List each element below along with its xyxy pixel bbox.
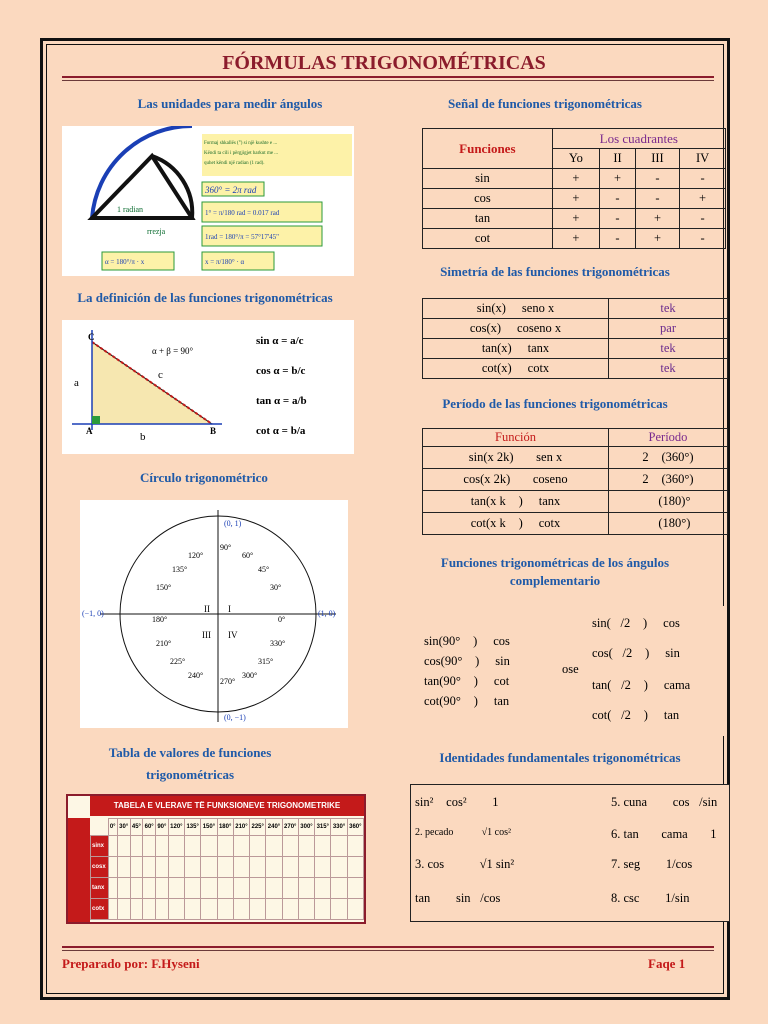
deg-60: 60° [242,551,254,560]
quadrant-1: I [228,604,231,614]
angle-head: 90° [156,819,169,836]
values-cell [315,878,331,899]
heading-symmetry: Simetría de las funciones trigonométricas [440,264,670,279]
comp-left-2: cos(90°  )   sin  [424,654,520,668]
sign-cell: + [552,169,599,189]
values-cell [117,878,130,899]
def-tan: tan α = a/b [256,395,307,407]
values-row-label: tanx [91,878,109,899]
period-func: sin(x 2k)   sen x [423,447,609,469]
triangle-figure [62,320,354,454]
values-cell [250,857,266,878]
values-row [91,878,364,899]
point-bottom: (0, −1) [224,713,246,722]
symmetry-func: cot(x)   cotx [423,359,609,379]
values-cell [347,857,363,878]
values-row [91,857,364,878]
symmetry-func: sin(x)   seno x [423,299,609,319]
values-cell [282,836,298,857]
deg-150: 150° [156,583,172,592]
values-cell [108,857,117,878]
values-cell [282,857,298,878]
symmetry-row [423,299,728,319]
values-cell [217,878,233,899]
comp-right-2: cos( /2  )   sin  [592,646,690,660]
symmetry-table [422,298,728,379]
sign-cell: + [552,209,599,229]
heading-units: Las unidades para medir ángulos [137,96,323,111]
values-cell [117,857,130,878]
identity-8: 8. csc    1/sin  [611,891,700,905]
comp-left-1: sin(90°  )   cos  [424,634,520,648]
identity-5: 5. cuna    cos /sin  [611,795,727,809]
sign-cell: - [600,189,636,209]
sign-cell: - [680,209,726,229]
identity-2: 2. pecado     √1 cos²  [415,827,519,838]
period-col-func: Función [423,429,609,447]
angle-head: 240° [266,819,282,836]
angle-head: 120° [168,819,184,836]
period-func: tan(x k  )   tanx [423,491,609,513]
values-cell [156,899,169,920]
values-cell [266,878,282,899]
values-cell [130,836,143,857]
sign-cell: - [600,209,636,229]
values-row-label: cosx [91,857,109,878]
values-cell [143,899,156,920]
values-cell [331,878,347,899]
deg-300: 300° [242,671,258,680]
period-row [423,447,728,469]
deg-90: 90° [220,543,232,552]
values-cell [201,836,217,857]
signs-col-func: Funciones [423,129,553,169]
comp-right-1: sin( /2  )   cos  [592,616,690,630]
symmetry-parity: par [609,319,728,339]
values-cell [168,899,184,920]
side-b: b [140,431,146,443]
signs-row [423,189,726,209]
sign-cell: + [552,229,599,249]
angle-head: 135° [185,819,201,836]
quadrant-head-1: Yo [552,149,599,169]
unit-circle-diagram [80,500,348,728]
heading-values-table: Tabla de valores de funciones trigonométricas [108,745,272,782]
symmetry-row [423,319,728,339]
values-table-caption: TABELA E VLERAVE TË FUNKSIONEVE TRIGONOMETRIKE [90,796,364,816]
values-cell [185,899,201,920]
values-cell [250,899,266,920]
point-a: A [86,426,93,436]
point-right: (1, 0) [318,609,336,618]
title-rule-thin [62,80,714,81]
angle-sum: α + β = 90° [152,346,194,356]
values-cell [185,878,201,899]
eq-360: 360° = 2π rad [205,185,257,195]
comp-right-4: cot( /2  )   tan  [592,708,689,722]
identity-7: 7. seg    1/cos  [611,857,702,871]
values-table-side [68,818,90,922]
def-sin: sin α = a/c [256,335,304,347]
values-cell [266,836,282,857]
radian-label: 1 radian [117,205,143,214]
values-cell [298,857,314,878]
period-row [423,491,728,513]
deg-30: 30° [270,583,282,592]
sign-cell: + [552,189,599,209]
symmetry-parity: tek [609,299,728,319]
values-cell [185,857,201,878]
values-cell [217,899,233,920]
values-table-grid [90,818,364,922]
quadrant-head-3: III [635,149,679,169]
values-cell [331,857,347,878]
sign-cell: + [635,229,679,249]
signs-func: cot  [423,229,553,249]
quadrant-4: IV [228,630,238,640]
rrezja-label: rrezja [147,227,166,236]
values-cell [233,857,249,878]
values-cell [331,899,347,920]
sign-cell: - [680,169,726,189]
heading-period: Período de las funciones trigonométricas [442,396,668,411]
values-cell [347,899,363,920]
values-cell [315,899,331,920]
period-func: cos(x 2k)   coseno [423,469,609,491]
deg-0: 0° [278,615,286,624]
eq-radian: 1rad = 180°/π = 57°17'45" [205,233,280,241]
values-cell [315,857,331,878]
values-cell [233,899,249,920]
values-cell [201,878,217,899]
signs-func: sin  [423,169,553,189]
values-cell [282,899,298,920]
period-col-period: Período [609,429,728,447]
quadrant-2: II [204,604,210,614]
values-cell [233,836,249,857]
heading-definition: La definición de las funciones trigonométricas [77,290,333,305]
quadrant-head-4: IV [680,149,726,169]
values-table [66,794,366,924]
identities-box [410,784,730,922]
angle-head: 225° [250,819,266,836]
values-corner [91,819,109,836]
deg-315: 315° [258,657,274,666]
svg-text:quhet këndi një radian (1 rad): quhet këndi një radian (1 rad). [204,161,265,166]
values-cell [168,878,184,899]
signs-row [423,229,726,249]
values-cell [217,857,233,878]
side-c: c [158,369,163,381]
values-cell [108,899,117,920]
units-figure [62,126,354,276]
sign-cell: + [635,209,679,229]
values-cell [143,857,156,878]
values-cell [130,857,143,878]
radian-diagram [62,126,354,276]
values-cell [130,899,143,920]
values-cell [108,878,117,899]
angle-head: 180° [217,819,233,836]
angle-head: 0° [108,819,117,836]
period-row [423,513,728,535]
deg-135: 135° [172,565,188,574]
values-cell [143,836,156,857]
signs-row [423,169,726,189]
symmetry-parity: tek [609,359,728,379]
signs-func: cos  [423,189,553,209]
symmetry-row [423,339,728,359]
angle-head: 270° [282,819,298,836]
period-row [423,469,728,491]
values-cell [156,857,169,878]
def-cos: cos α = b/c [256,365,306,377]
heading-signs: Señal de funciones trigonométricas [448,96,642,111]
values-cell [347,836,363,857]
deg-180: 180° [152,615,168,624]
comp-ose: ose [562,662,579,676]
right-triangle-diagram [62,320,354,454]
deg-45: 45° [258,565,270,574]
values-cell [298,836,314,857]
values-cell [201,899,217,920]
values-cell [331,836,347,857]
signs-table [422,128,726,249]
values-cell [168,857,184,878]
deg-330: 330° [270,639,286,648]
quadrant-head-2: II [600,149,636,169]
angle-head: 330° [331,819,347,836]
point-left: (−1, 0) [82,609,104,618]
comp-left-3: tan(90°  )   cot  [424,674,519,688]
values-cell [168,836,184,857]
values-grid [90,818,364,920]
identity-1: sin²  cos²    1 [415,795,499,809]
title-rule [62,76,714,78]
values-cell [156,836,169,857]
values-cell [266,899,282,920]
deg-210: 210° [156,639,172,648]
values-cell [117,836,130,857]
identity-3: 3. cos     √1 sin²  [415,857,524,871]
angle-head: 30° [117,819,130,836]
values-cell [233,878,249,899]
comp-right-3: tan( /2  )   cama [592,678,691,692]
identity-4: tan    sin /cos  [415,891,511,905]
values-row-label: cotx [91,899,109,920]
period-value: 2  (360°) [609,469,728,491]
def-cot: cot α = b/a [256,425,306,437]
period-value: 2  (360°) [609,447,728,469]
footer-page: Faqe 1 [648,956,686,971]
svg-text:Formaj shkallës (°) si një kus: Formaj shkallës (°) si një kushte e ... [204,141,278,146]
deg-270: 270° [220,677,236,686]
deg-240: 240° [188,671,204,680]
eq-x: x = π/180° · α [205,258,245,266]
values-cell [117,899,130,920]
angle-head: 150° [201,819,217,836]
deg-120: 120° [188,551,204,560]
footer-rule [62,946,714,948]
values-cell [298,878,314,899]
values-cell [298,899,314,920]
values-cell [347,878,363,899]
sign-cell: + [680,189,726,209]
angle-head: 210° [233,819,249,836]
period-table [422,428,728,535]
heading-identities: Identidades fundamentales trigonométricas [439,750,681,765]
symmetry-func: cos(x)   coseno x [423,319,609,339]
period-value:   (180°) [609,513,728,535]
values-cell [250,878,266,899]
deg-225: 225° [170,657,186,666]
values-cell [201,857,217,878]
angle-head: 45° [130,819,143,836]
point-b: B [210,426,217,436]
footer-rule-thin [62,950,714,951]
angle-head: 60° [143,819,156,836]
symmetry-parity: tek [609,339,728,359]
complementary-formulas [420,606,726,736]
values-cell [108,836,117,857]
sign-cell: - [635,189,679,209]
values-cell [266,857,282,878]
values-row [91,836,364,857]
period-value:   (180)° [609,491,728,513]
period-func: cot(x k  )   cotx [423,513,609,535]
values-header-row [91,819,364,836]
values-cell [282,878,298,899]
footer-author: Preparado por: F.Hyseni [62,956,200,971]
sign-cell: - [680,229,726,249]
values-cell [143,878,156,899]
page-title: FÓRMULAS TRIGONOMÉTRICAS [222,52,546,74]
symmetry-row [423,359,728,379]
sign-cell: + [600,169,636,189]
signs-row [423,209,726,229]
values-cell [185,836,201,857]
values-row-label: sinx [91,836,109,857]
heading-complementary: Funciones trigonométricas de los ángulos complementario [440,555,670,588]
quadrant-3: III [202,630,211,640]
sign-cell: - [635,169,679,189]
heading-circle: Círculo trigonométrico [140,470,268,485]
values-cell [130,878,143,899]
side-a: a [74,377,79,389]
comp-left-4: cot(90°  )   tan  [424,694,519,708]
signs-func: tan  [423,209,553,229]
values-cell [217,836,233,857]
sign-cell: - [600,229,636,249]
angle-head: 360° [347,819,363,836]
values-cell [156,878,169,899]
point-c: C [88,332,95,342]
angle-head: 315° [315,819,331,836]
svg-text:Këndi ta cili i përgjigjet har: Këndi ta cili i përgjigjet harkut me ... [204,151,279,156]
values-cell [315,836,331,857]
eq-degree: 1° = π/180 rad = 0.017 rad [205,209,280,217]
values-cell [250,836,266,857]
unit-circle-figure [80,500,348,728]
values-row [91,899,364,920]
symmetry-func: tan(x)   tanx [423,339,609,359]
angle-head: 300° [298,819,314,836]
signs-col-quadrants: Los cuadrantes [552,129,725,149]
point-top: (0, 1) [224,519,242,528]
eq-alpha: α = 180°/π · x [105,258,145,266]
identity-6: 6. tan   cama   1 [611,827,717,841]
